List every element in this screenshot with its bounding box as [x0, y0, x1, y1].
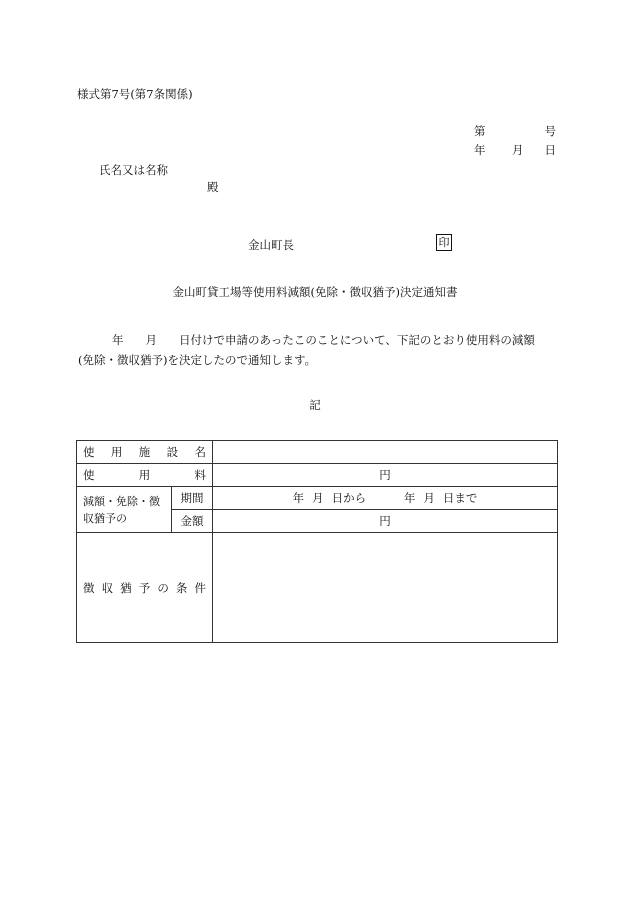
reduction-label-line-2: 収猶予の	[83, 511, 127, 525]
fee-value-cell	[213, 464, 558, 487]
period-to-day: 日まで	[442, 491, 478, 505]
period-value-cell	[213, 487, 558, 510]
notice-body	[78, 330, 558, 370]
period-label: 期間	[180, 491, 204, 505]
honorific: 殿	[207, 180, 219, 194]
condition-char: 猶	[120, 580, 132, 595]
recipient-label: 氏名又は名称	[99, 163, 168, 177]
reduction-label-cell	[77, 487, 172, 533]
issuer-name: 金山町長	[248, 238, 294, 252]
seal-mark: 印	[436, 234, 452, 251]
period-to-year: 年	[403, 491, 416, 505]
document-number-line	[474, 123, 556, 139]
amount-value-cell	[213, 510, 558, 533]
date-month: 月	[512, 143, 524, 157]
ki-heading: 記	[309, 398, 321, 412]
number-prefix: 第	[474, 124, 486, 138]
fee-unit: 円	[379, 468, 391, 482]
document-title: 金山町貸工場等使用料減額(免除・徴収猶予)決定通知書	[172, 285, 458, 299]
table-row	[77, 487, 558, 510]
body-text-2: (免除・徴収猶予)を決定したので通知します。	[78, 353, 317, 367]
facility-char: 使	[83, 445, 95, 459]
form-number: 様式第7号(第7条関係)	[77, 87, 193, 101]
fee-char: 料	[194, 468, 206, 482]
number-suffix: 号	[544, 124, 556, 138]
facility-label-cell	[77, 441, 213, 464]
date-day: 日	[544, 143, 556, 157]
table-row	[77, 441, 558, 464]
issue-date-line	[474, 142, 556, 158]
condition-char: の	[157, 580, 169, 595]
period-from-year: 年	[292, 491, 305, 505]
condition-char: 条	[175, 580, 188, 595]
condition-char: 件	[194, 580, 206, 595]
fee-char: 用	[138, 468, 151, 482]
reduction-label-line-1: 減額・免除・徴	[83, 494, 160, 508]
body-month: 月	[145, 333, 157, 347]
amount-label: 金額	[180, 514, 204, 528]
period-from-month: 月	[312, 491, 324, 505]
table-row	[77, 533, 558, 643]
detail-table	[76, 440, 558, 643]
condition-label-cell	[77, 533, 213, 643]
period-from-day: 日から	[331, 491, 367, 505]
facility-char: 用	[110, 445, 123, 459]
condition-char: 予	[138, 580, 151, 595]
condition-char: 徴	[83, 580, 95, 595]
table-row	[77, 464, 558, 487]
date-year: 年	[474, 143, 486, 157]
fee-label-cell	[77, 464, 213, 487]
fee-char: 使	[83, 468, 95, 482]
body-year: 年	[112, 333, 124, 347]
facility-value-cell	[213, 441, 558, 464]
amount-unit: 円	[379, 514, 391, 528]
amount-label-cell	[172, 510, 213, 533]
condition-value-cell	[213, 533, 558, 643]
facility-char: 設	[166, 445, 179, 459]
period-to-month: 月	[423, 491, 435, 505]
body-text-1: 日付けで申請のあったこのことについて、下記のとおり使用料の減額	[179, 333, 535, 347]
condition-char: 収	[101, 580, 114, 595]
period-label-cell	[172, 487, 213, 510]
facility-char: 施	[138, 445, 151, 459]
facility-char: 名	[194, 445, 206, 459]
